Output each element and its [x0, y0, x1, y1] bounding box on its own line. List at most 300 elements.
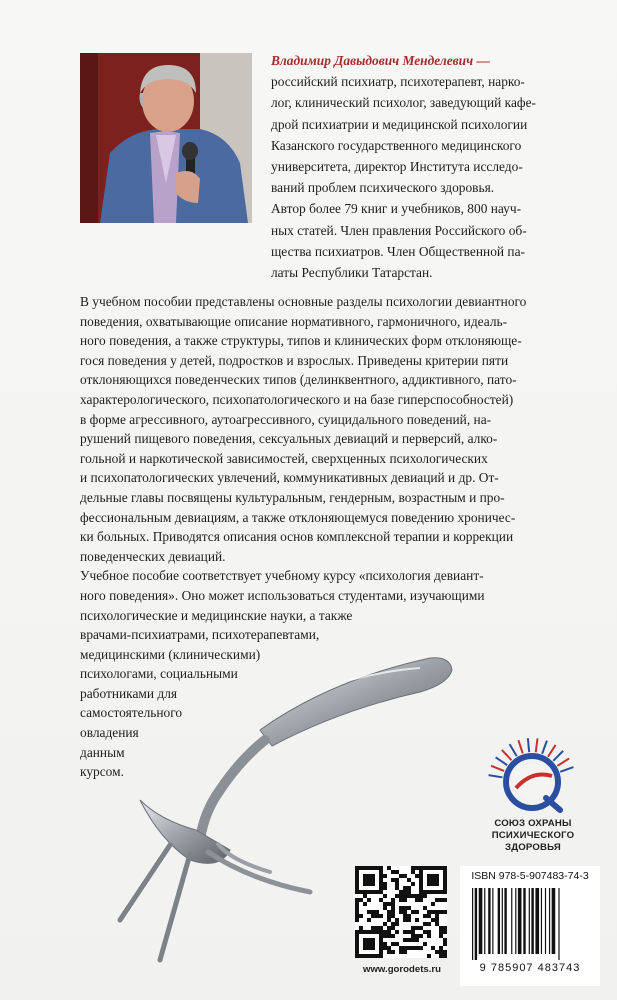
qr-cell [403, 910, 407, 914]
qr-cell [383, 942, 387, 946]
qr-cell [435, 874, 439, 878]
qr-cell [383, 886, 387, 890]
annotation-line: гольной и наркотической зависимостей, сверхценных психологических [80, 450, 488, 466]
qr-cell [391, 910, 395, 914]
qr-cell [423, 922, 427, 926]
qr-cell [367, 954, 371, 958]
qr-cell [443, 942, 447, 946]
qr-cell [395, 894, 399, 898]
qr-cell [427, 914, 431, 918]
qr-cell [427, 878, 431, 882]
qr-cell [371, 942, 375, 946]
qr-cell [411, 930, 415, 934]
qr-cell [419, 874, 423, 878]
qr-cell [419, 882, 423, 886]
qr-cell [407, 894, 411, 898]
qr-cell [395, 918, 399, 922]
qr-cell [387, 866, 391, 870]
qr-cell [371, 930, 375, 934]
qr-cell [399, 906, 403, 910]
qr-cell [371, 874, 375, 878]
qr-cell [415, 946, 419, 950]
barcode [470, 888, 590, 960]
qr-cell [391, 922, 395, 926]
qr-cell [387, 910, 391, 914]
qr-cell [355, 930, 359, 934]
qr-cell [371, 882, 375, 886]
qr-cell [411, 870, 415, 874]
qr-cell [411, 910, 415, 914]
qr-cell [367, 874, 371, 878]
qr-cell [367, 942, 371, 946]
qr-cell [403, 914, 407, 918]
author-bio-text [271, 71, 596, 283]
qr-cell [355, 950, 359, 954]
qr-cell [387, 930, 391, 934]
author-bio-line: латы Республики Татарстан. [271, 265, 433, 281]
qr-cell [379, 934, 383, 938]
barcode-bar [518, 888, 522, 954]
qr-cell [407, 878, 411, 882]
qr-code[interactable] [355, 866, 447, 958]
qr-cell [435, 918, 439, 922]
qr-cell [431, 902, 435, 906]
qr-cell [415, 934, 419, 938]
qr-cell [391, 950, 395, 954]
annotation-line: психологами, социальными [80, 666, 238, 682]
annotation-line: поведения, охватывающие описание нормативного, гармоничного, идеаль- [80, 313, 508, 329]
qr-cell [419, 898, 423, 902]
qr-cell [411, 866, 415, 870]
qr-cell [407, 914, 411, 918]
qr-cell [403, 950, 407, 954]
qr-cell [355, 902, 359, 906]
qr-cell [395, 922, 399, 926]
qr-cell [427, 882, 431, 886]
qr-cell [367, 878, 371, 882]
annotation-line: ного поведения». Оно может использоваться студентами, изучающими [80, 587, 485, 603]
qr-cell [375, 914, 379, 918]
qr-cell [355, 918, 359, 922]
qr-cell [423, 866, 427, 870]
qr-cell [439, 946, 443, 950]
qr-cell [383, 934, 387, 938]
barcode-bar [511, 888, 512, 954]
qr-cell [375, 890, 379, 894]
barcode-bar [523, 888, 525, 954]
qr-cell [419, 866, 423, 870]
qr-cell [359, 898, 363, 902]
barcode-bar [549, 888, 550, 954]
annotation-paragraph-1 [80, 292, 600, 566]
qr-cell [423, 894, 427, 898]
qr-cell [419, 946, 423, 950]
qr-cell [415, 938, 419, 942]
qr-cell [407, 906, 411, 910]
qr-cell [427, 874, 431, 878]
qr-cell [439, 926, 443, 930]
author-bio-line: Казанского государственного медицинского [271, 137, 522, 153]
annotation-line: овладения [80, 725, 139, 741]
qr-cell [443, 886, 447, 890]
logo-ray [553, 751, 563, 761]
annotation-line: психологические и медицинские науки, а также [80, 607, 353, 623]
qr-cell [379, 878, 383, 882]
annotation-line: характерологического, психопатологического и на базе гиперспособностей) [80, 391, 514, 407]
qr-cell [363, 878, 367, 882]
annotation-line: фессиональным девиациям, а также отклоняющемуся поведению хроничес- [80, 509, 516, 525]
qr-cell [443, 870, 447, 874]
barcode-bar [535, 888, 539, 954]
barcode-bar [504, 888, 506, 954]
qr-cell [355, 874, 359, 878]
annotation-line: данным [80, 744, 125, 760]
barcode-bar [552, 888, 556, 954]
author-bio [271, 50, 596, 283]
qr-cell [443, 898, 447, 902]
qr-cell [431, 910, 435, 914]
qr-cell [427, 890, 431, 894]
author-bio-line: ных статей. Член правления Российского об- [271, 222, 527, 238]
author-bio-line: щества психиатров. Член Общественной па- [271, 243, 525, 259]
qr-cell [419, 894, 423, 898]
qr-cell [415, 910, 419, 914]
qr-cell [431, 918, 435, 922]
qr-cell [379, 866, 383, 870]
qr-cell [427, 934, 431, 938]
qr-cell [387, 934, 391, 938]
barcode-bar [541, 888, 542, 954]
qr-cell [419, 934, 423, 938]
logo-ray [510, 744, 517, 756]
qr-cell [407, 946, 411, 950]
annotation-line: и психопатологических увлечений, коммуникативных девиаций и др. От- [80, 470, 499, 486]
qr-cell [363, 894, 367, 898]
qr-cell [399, 894, 403, 898]
qr-cell [379, 882, 383, 886]
qr-cell [407, 886, 411, 890]
qr-cell [431, 874, 435, 878]
author-bio-line: дрой психиатрии и медицинской психологии [271, 116, 528, 132]
qr-cell [355, 866, 359, 870]
qr-cell [419, 870, 423, 874]
qr-cell [439, 898, 443, 902]
barcode-digits: 9 785907 483743 [479, 962, 581, 974]
qr-cell [435, 866, 439, 870]
union-mental-health-logo [468, 736, 596, 816]
qr-cell [371, 890, 375, 894]
qr-cell [411, 946, 415, 950]
qr-cell [391, 926, 395, 930]
qr-cell [367, 910, 371, 914]
qr-cell [443, 910, 447, 914]
qr-cell [379, 930, 383, 934]
qr-cell [407, 938, 411, 942]
qr-cell [371, 926, 375, 930]
qr-cell [379, 870, 383, 874]
qr-cell [423, 914, 427, 918]
barcode-bar [502, 888, 503, 954]
qr-cell [403, 906, 407, 910]
qr-cell [383, 946, 387, 950]
logo-ray [502, 750, 512, 760]
qr-cell [375, 930, 379, 934]
author-bio-line: ваний проблем психического здоровья. [271, 180, 495, 196]
qr-cell [435, 898, 439, 902]
qr-cell [363, 946, 367, 950]
qr-cell [367, 918, 371, 922]
qr-cell [367, 882, 371, 886]
barcode-bar [479, 888, 483, 954]
annotation-line: В учебном пособии представлены основные разделы психологии девиантного [80, 294, 527, 309]
annotation-line: самостоятельного [80, 705, 183, 721]
qr-cell [403, 930, 407, 934]
qr-cell [423, 942, 427, 946]
author-photo [80, 53, 252, 223]
qr-cell [403, 894, 407, 898]
qr-cell [383, 930, 387, 934]
qr-cell [407, 890, 411, 894]
qr-cell [355, 898, 359, 902]
qr-cell [435, 878, 439, 882]
author-bio-line: лог, клинический психолог, заведующий кафе- [271, 95, 536, 111]
author-bio-line: российский психиатр, психотерапевт, нарко- [271, 74, 525, 90]
logo-ray [548, 745, 556, 757]
qr-cell [367, 866, 371, 870]
qr-cell [355, 890, 359, 894]
qr-cell [355, 886, 359, 890]
logo-ray [489, 775, 503, 777]
qr-cell [415, 894, 419, 898]
qr-cell [371, 938, 375, 942]
author-bio-line: университета, директор Института исследо- [271, 159, 523, 175]
qr-cell [427, 866, 431, 870]
qr-cell [379, 938, 383, 942]
qr-cell [355, 954, 359, 958]
qr-cell [391, 914, 395, 918]
qr-cell [395, 870, 399, 874]
logo-ray [496, 757, 508, 765]
qr-cell [435, 922, 439, 926]
qr-cell [403, 886, 407, 890]
qr-cell [387, 950, 391, 954]
qr-cell [403, 874, 407, 878]
qr-cell [391, 878, 395, 882]
qr-cell [431, 890, 435, 894]
qr-cell [387, 902, 391, 906]
qr-cell [371, 914, 375, 918]
qr-cell [363, 882, 367, 886]
barcode-bar [498, 888, 500, 954]
qr-cell [391, 906, 395, 910]
qr-cell [355, 870, 359, 874]
annotation-line: отклоняющихся поведенческих типов (делинквентного, аддиктивного, пато- [80, 372, 517, 388]
qr-cell [419, 886, 423, 890]
qr-cell [375, 866, 379, 870]
publisher-url[interactable]: www.gorodets.ru [363, 964, 441, 975]
qr-cell [411, 926, 415, 930]
annotation-line: врачами-психиатрами, психотерапевтами, [80, 627, 320, 643]
qr-cell [383, 902, 387, 906]
qr-cell [383, 894, 387, 898]
barcode-bar [472, 888, 473, 960]
qr-cell [399, 910, 403, 914]
qr-cell [395, 882, 399, 886]
qr-cell [419, 878, 423, 882]
qr-cell [359, 890, 363, 894]
qr-cell [371, 946, 375, 950]
barcode-bar [492, 888, 493, 954]
qr-cell [367, 890, 371, 894]
qr-cell [355, 878, 359, 882]
qr-cell [379, 942, 383, 946]
qr-cell [411, 882, 415, 886]
qr-cell [379, 874, 383, 878]
qr-cell [443, 874, 447, 878]
qr-cell [387, 918, 391, 922]
qr-cell [379, 898, 383, 902]
qr-cell [359, 926, 363, 930]
qr-cell [391, 934, 395, 938]
qr-cell [395, 886, 399, 890]
qr-cell [375, 910, 379, 914]
barcode-bar [488, 888, 490, 954]
qr-cell [367, 898, 371, 902]
annotation-line: дельные главы посвящены культуральным, гендерным, возрастным и про- [80, 489, 505, 505]
qr-cell [367, 946, 371, 950]
qr-cell [399, 890, 403, 894]
qr-cell [379, 946, 383, 950]
qr-cell [407, 930, 411, 934]
qr-cell [419, 926, 423, 930]
qr-cell [363, 890, 367, 894]
barcode-bar [531, 888, 533, 954]
qr-cell [387, 914, 391, 918]
qr-cell [391, 898, 395, 902]
qr-cell [359, 914, 363, 918]
qr-cell [383, 882, 387, 886]
qr-cell [443, 950, 447, 954]
logo-ray [491, 766, 504, 771]
qr-cell [443, 866, 447, 870]
qr-cell [419, 890, 423, 894]
barcode-bar [484, 888, 485, 954]
qr-cell [431, 946, 435, 950]
qr-cell [363, 954, 367, 958]
qr-cell [403, 890, 407, 894]
annotation-line: гося поведения у детей, подростков и взрослых. Приведены критерии пяти [80, 352, 509, 368]
qr-cell [399, 874, 403, 878]
logo-ray [560, 767, 573, 772]
qr-cell [443, 890, 447, 894]
qr-cell [423, 930, 427, 934]
qr-cell [359, 954, 363, 958]
qr-cell [411, 934, 415, 938]
qr-cell [443, 938, 447, 942]
qr-cell [387, 926, 391, 930]
qr-cell [439, 954, 443, 958]
author-name: Владимир Давыдович Менделевич [271, 53, 474, 68]
barcode-bar [475, 888, 477, 960]
qr-cell [443, 926, 447, 930]
qr-cell [427, 922, 431, 926]
barcode-bar [515, 888, 516, 954]
annotation-line: поведенческих девиаций. [80, 548, 226, 564]
annotation-line: Учебное пособие соответствует учебному курсу «психология девиант- [80, 568, 484, 584]
qr-cell [395, 878, 399, 882]
qr-cell [359, 866, 363, 870]
author-dash: — [476, 53, 490, 68]
logo-ray [542, 741, 547, 754]
qr-cell [363, 930, 367, 934]
qr-cell [415, 874, 419, 878]
qr-cell [355, 934, 359, 938]
qr-cell [411, 938, 415, 942]
isbn-number: ISBN 978-5-907483-74-3 [471, 870, 589, 882]
qr-cell [435, 890, 439, 894]
qr-cell [403, 918, 407, 922]
qr-cell [355, 910, 359, 914]
qr-cell [395, 930, 399, 934]
qr-cell [431, 878, 435, 882]
logo-ray [536, 738, 538, 752]
qr-cell [367, 938, 371, 942]
qr-cell [355, 914, 359, 918]
qr-cell [355, 938, 359, 942]
qr-cell [411, 894, 415, 898]
qr-cell [391, 870, 395, 874]
qr-cell [363, 942, 367, 946]
qr-cell [443, 878, 447, 882]
qr-cell [431, 882, 435, 886]
qr-cell [439, 950, 443, 954]
qr-cell [355, 946, 359, 950]
annotation-line: ки больных. Приводятся описания основ комплексной терапии и коррекции [80, 529, 514, 545]
qr-cell [371, 910, 375, 914]
qr-cell [383, 906, 387, 910]
logo-caption-line2: ПСИХИЧЕСКОГО ЗДОРОВЬЯ [491, 830, 575, 853]
logo-ray [518, 740, 522, 753]
qr-cell [443, 930, 447, 934]
barcode-bar [558, 888, 559, 960]
qr-cell [439, 934, 443, 938]
qr-cell [367, 930, 371, 934]
qr-cell [371, 878, 375, 882]
qr-cell [439, 890, 443, 894]
qr-cell [359, 930, 363, 934]
qr-cell [355, 942, 359, 946]
qr-cell [395, 942, 399, 946]
qr-cell [391, 902, 395, 906]
barcode-bar [529, 888, 530, 954]
qr-cell [439, 930, 443, 934]
logo-caption [463, 818, 603, 854]
qr-cell [403, 946, 407, 950]
qr-cell [363, 866, 367, 870]
qr-cell [423, 890, 427, 894]
qr-cell [371, 866, 375, 870]
qr-cell [387, 946, 391, 950]
qr-cell [403, 898, 407, 902]
qr-cell [435, 882, 439, 886]
qr-cell [355, 906, 359, 910]
qr-cell [371, 954, 375, 958]
annotation-line: ного поведения, а также структуры, типов и клинических форм отклоняюще- [80, 333, 522, 349]
annotation-line: курсом. [80, 764, 124, 780]
qr-cell [379, 890, 383, 894]
qr-cell [399, 898, 403, 902]
qr-cell [379, 914, 383, 918]
